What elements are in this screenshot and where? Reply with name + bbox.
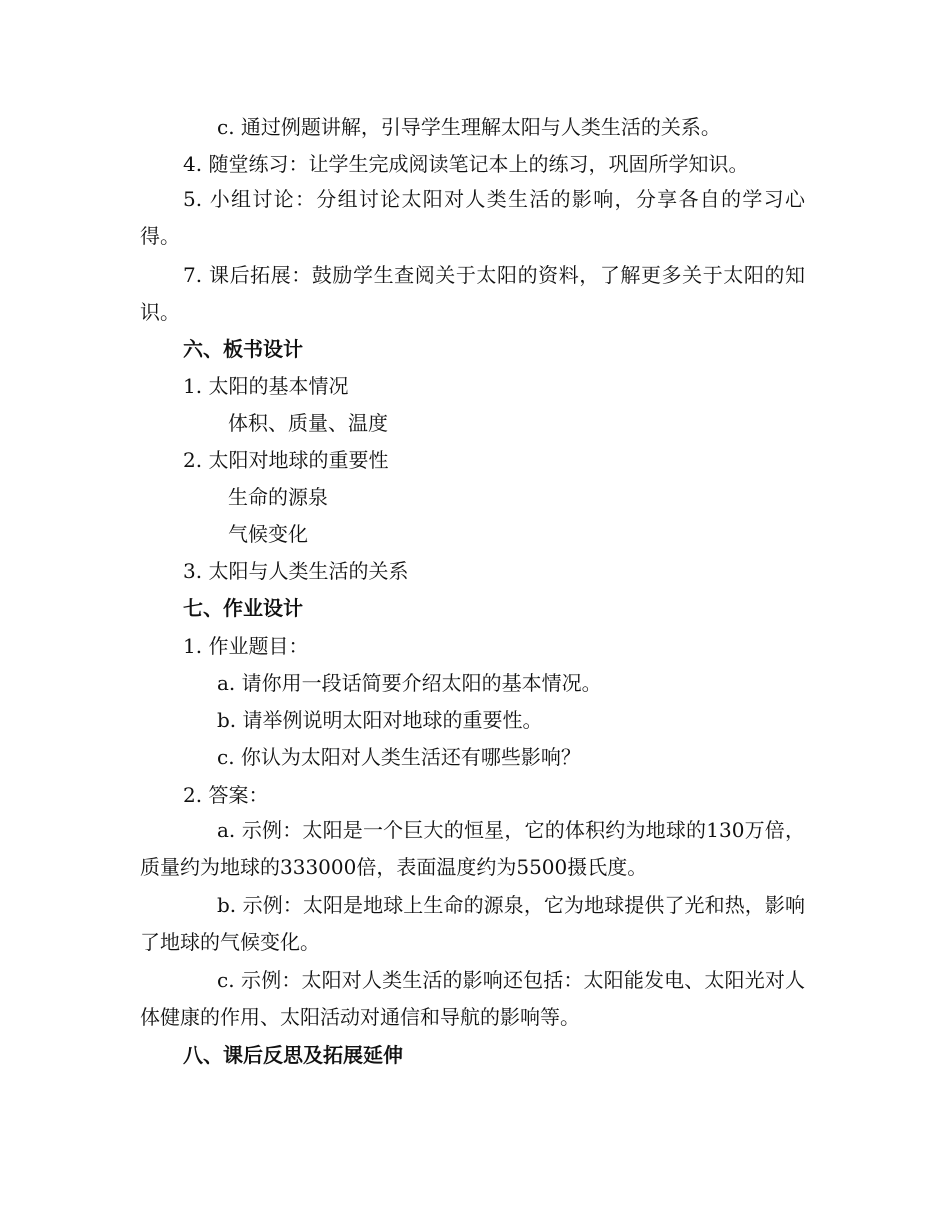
- section-heading-homework: 七、作业设计: [183, 596, 303, 620]
- homework-question-a: a. 请你用一段话简要介绍太阳的基本情况。: [217, 671, 602, 695]
- teaching-step-7: 7. 课后拓展：鼓励学生查阅关于太阳的资料，了解更多关于太阳的知识。: [140, 263, 805, 324]
- board-item-2: 2. 太阳对地球的重要性: [183, 448, 389, 472]
- homework-question-b: b. 请举例说明太阳对地球的重要性。: [217, 708, 543, 732]
- teaching-step-c: c. 通过例题讲解，引导学生理解太阳与人类生活的关系。: [217, 115, 721, 139]
- teaching-step-5: 5. 小组讨论：分组讨论太阳对人类生活的影响，分享各自的学习心得。: [140, 187, 805, 248]
- homework-item-1: 1. 作业题目：: [183, 634, 309, 658]
- teaching-step-4: 4. 随堂练习：让学生完成阅读笔记本上的练习，巩固所学知识。: [183, 152, 749, 176]
- section-heading-board-design: 六、板书设计: [183, 337, 303, 361]
- board-subitem-2b: 气候变化: [228, 522, 308, 546]
- answer-a: a. 示例：太阳是一个巨大的恒星，它的体积约为地球的130万倍，质量约为地球的333000倍，表面温度约为5500摄氏度。: [140, 818, 805, 879]
- board-item-3: 3. 太阳与人类生活的关系: [183, 559, 409, 583]
- section-heading-reflection: 八、课后反思及拓展延伸: [183, 1043, 403, 1067]
- answer-b: b. 示例：太阳是地球上生命的源泉，它为地球提供了光和热，影响了地球的气候变化。: [140, 893, 805, 954]
- board-subitem-1: 体积、质量、温度: [228, 411, 388, 435]
- board-item-1: 1. 太阳的基本情况: [183, 374, 349, 398]
- homework-item-2: 2. 答案：: [183, 783, 269, 807]
- answer-c: c. 示例：太阳对人类生活的影响还包括：太阳能发电、太阳光对人体健康的作用、太阳活动对通信和导航的影响等。: [140, 968, 805, 1029]
- homework-question-c: c. 你认为太阳对人类生活还有哪些影响？: [217, 745, 581, 769]
- board-subitem-2a: 生命的源泉: [228, 485, 328, 509]
